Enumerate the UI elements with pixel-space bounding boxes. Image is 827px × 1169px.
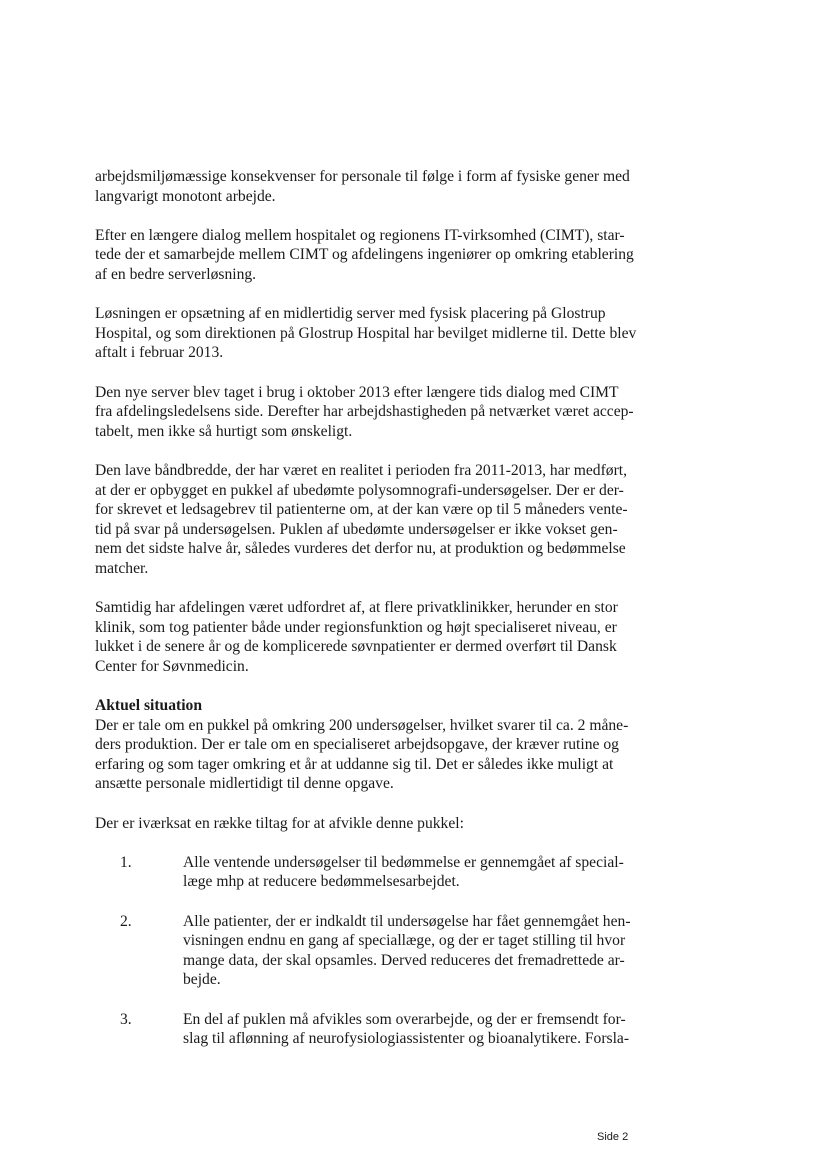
- paragraph-work-environment: [95, 167, 635, 206]
- paragraph-cimt-dialog: [95, 226, 635, 285]
- text-line: nem det sidste halve år, således vurderes det derfor nu, at produktion og bedømmelse: [95, 540, 626, 558]
- text-line: tid på svar på undersøgelsen. Puklen af ubedømte undersøgelser er ikke vokset gen-: [95, 520, 618, 538]
- text-line: Efter en længere dialog mellem hospitalet og regionens IT-virksomhed (CIMT), star-: [95, 226, 625, 244]
- text-line: aftalt i februar 2013.: [95, 344, 224, 362]
- text-line: læge mhp at reducere bedømmelsesarbejdet.: [183, 873, 460, 891]
- text-line: klinik, som tog patienter både under regionsfunktion og højt specialiseret niveau, er: [95, 618, 617, 636]
- text-line: Den nye server blev taget i brug i oktober 2013 efter længere tids dialog med CIMT: [95, 383, 619, 401]
- paragraph-private-clinics: [95, 598, 635, 676]
- text-line: Løsningen er opsætning af en midlertidig server med fysisk placering på Glostrup: [95, 305, 606, 323]
- text-line: langvarigt monotont arbejde.: [95, 187, 276, 205]
- text-line: Center for Søvnmedicin.: [95, 657, 249, 675]
- text-line: Alle patienter, der er indkaldt til undersøgelse har fået gennemgået hen-: [183, 912, 631, 930]
- list-number: 3.: [120, 1010, 132, 1028]
- text-line: at der er opbygget en pukkel af ubedømte polysomnografi-undersøgelser. Der er der-: [95, 481, 624, 499]
- text-line: matcher.: [95, 559, 149, 577]
- paragraph-new-server: [95, 383, 635, 442]
- text-line: Alle ventende undersøgelser til bedømmelse er gennemgået af special-: [183, 853, 624, 871]
- text-line: Samtidig har afdelingen været udfordret af, at flere privatklinikker, herunder en stor: [95, 599, 618, 617]
- text-line: bejde.: [183, 971, 221, 989]
- document-page: [95, 167, 635, 1049]
- text-line: tede der et samarbejde mellem CIMT og afdelingens ingeniører op omkring etablering: [95, 246, 634, 264]
- paragraph-server-solution: [95, 304, 635, 363]
- list-number: 2.: [120, 912, 132, 930]
- text-line: fra afdelingsledelsens side. Derefter har arbejdshastigheden på netværket været accep-: [95, 403, 634, 421]
- text-line: Der er iværksat en række tiltag for at afvikle denne pukkel:: [95, 814, 464, 832]
- text-line: af en bedre serverløsning.: [95, 265, 257, 283]
- text-line: ansætte personale midlertidigt til denne opgave.: [95, 775, 394, 793]
- measures-list: [95, 853, 635, 1049]
- text-line: slag til aflønning af neurofysiologiassistenter og bioanalytikere. Forsla-: [183, 1030, 630, 1048]
- list-number: 1.: [120, 853, 132, 871]
- text-line: tabelt, men ikke så hurtigt som ønskeligt.: [95, 422, 353, 440]
- text-line: Der er tale om en pukkel på omkring 200 undersøgelser, hvilket svarer til ca. 2 måne-: [95, 716, 629, 734]
- text-line: Hospital, og som direktionen på Glostrup Hospital har bevilget midlerne til. Dette blev: [95, 324, 637, 342]
- text-line: arbejdsmiljømæssige konsekvenser for personale til følge i form af fysiske gener med: [95, 168, 630, 185]
- page-number: Side 2: [597, 1131, 629, 1143]
- text-line: En del af puklen må afvikles som overarbejde, og der er fremsendt for-: [183, 1010, 626, 1028]
- list-intro: [95, 814, 635, 834]
- list-item: [95, 853, 635, 892]
- paragraph-bandwidth: [95, 461, 635, 579]
- list-item: [95, 1010, 635, 1049]
- text-line: lukket i de senere år og de komplicerede søvnpatienter er dermed overført til Dansk: [95, 638, 617, 656]
- text-line: Den lave båndbredde, der har været en realitet i perioden fra 2011-2013, har medført,: [95, 461, 627, 479]
- section-heading: Aktuel situation: [95, 697, 203, 715]
- text-line: mange data, der skal opsamles. Derved reduceres det fremadrettede ar-: [183, 951, 625, 969]
- section-current-situation: [95, 696, 635, 794]
- text-line: ders produktion. Der er tale om en specialiseret arbejdsopgave, der kræver rutine og: [95, 736, 619, 754]
- text-line: visningen endnu en gang af speciallæge, og der er taget stilling til hvor: [183, 932, 626, 950]
- list-item: [95, 912, 635, 990]
- text-line: for skrevet et ledsagebrev til patienterne om, at der kan være op til 5 måneders vente-: [95, 501, 628, 519]
- text-line: erfaring og som tager omkring et år at uddanne sig til. Det er således ikke muligt at: [95, 755, 614, 773]
